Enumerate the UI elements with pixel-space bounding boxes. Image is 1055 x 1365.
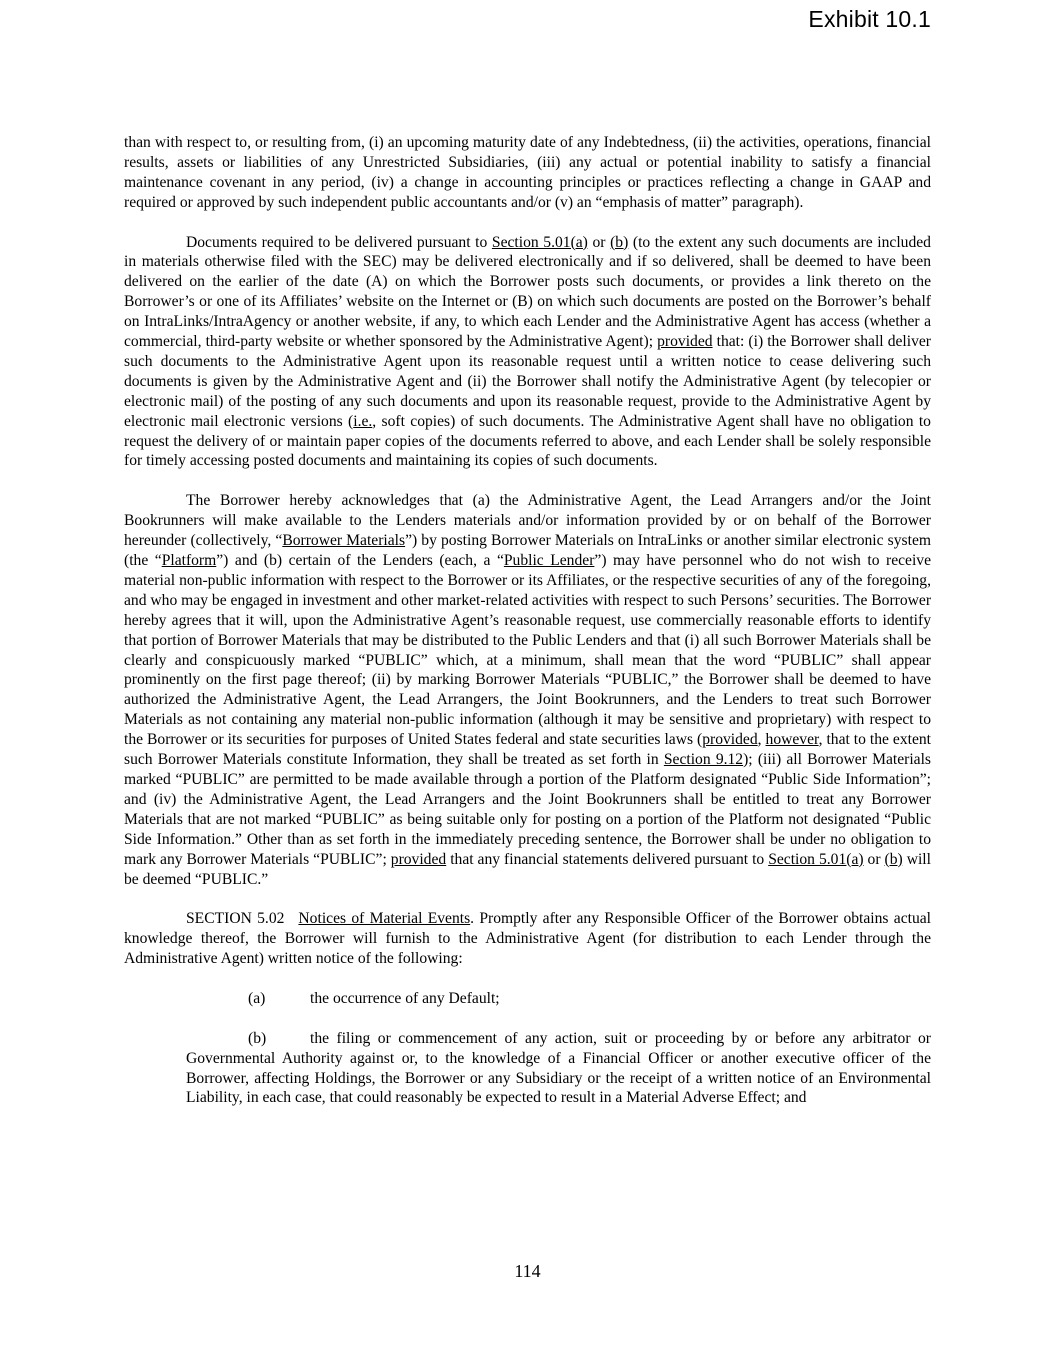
list-item bbox=[186, 989, 931, 1009]
document-body bbox=[124, 133, 931, 1108]
section-5-01b-reference[interactable]: (b) bbox=[884, 850, 903, 868]
provided-term: provided bbox=[702, 731, 758, 749]
paragraph-continuation: than with respect to, or resulting from, (i) an upcoming maturity date of any Indebtedness, (ii) the activities, operations, financial results, assets or liabilities of any Unrestricted Subsidiaries, (iii) any actual or potential inability to satisfy a financial maintenance covenant in any period, (iv) a change in accounting principles or practices reflecting a change in GAAP and required or approved by such independent public accountants and/or (v) an “emphasis of matter” paragraph). bbox=[124, 134, 931, 211]
section-5-01a-reference[interactable]: Section 5.01(a) bbox=[491, 233, 588, 251]
public-lender-term: Public Lender bbox=[503, 552, 595, 569]
list-item-text: the filing or commencement of any action, suit or proceeding by or before any arbitrator or Governmental Authority against or, to the knowledge of a Financial Officer or another executive officer of the Borrower, affecting Holdings, the Borrower or any Subsidiary or the receipt of a written notice of an Environmental Liability, in each case, that could reasonably be expected to result in a Material Adverse Effect; and bbox=[186, 1029, 931, 1107]
list-item-label: (a) bbox=[248, 989, 266, 1007]
section-title: Notices of Material Events bbox=[298, 910, 471, 928]
ie-term: i.e. bbox=[353, 412, 373, 430]
paragraph-electronic-delivery: Documents required to be delivered pursuant to Section 5.01(a) or (b) (to the extent any such documents are included in materials otherwise filed with the SEC) may be delivered electronically and if so delivered, shall be deemed to have been delivered on the earlier of the date (A) on which the Borrower posts such documents, or provides a link thereto on the Borrower’s or one of its Affiliates’ website on the Internet or (B) on which such documents are posted on the Borrower’s behalf on IntraLinks/IntraAgency or another website, if any, to which each Lender and the Administrative Agent has access (whether a commercial, third-party website or whether sponsored by the Administrative Agent); provided that: (i) the Borrower shall deliver such documents to the Administrative Agent upon its reasonable request until a written notice to cease delivering such documents is given by the Administrative Agent and (ii) the Borrower shall notify the Administrative Agent (by telecopier or electronic mail) of the posting of any such documents and upon its reasonable request, provide to the Administrative Agent by electronic mail electronic versions (i.e., soft copies) of such documents. The Administrative Agent shall have no obligation to request the delivery of or maintain paper copies of the documents referred to above, and each Lender shall be solely responsible for timely accessing posted documents and maintaining its copies of such documents. bbox=[124, 233, 931, 470]
paragraph-borrower-materials: The Borrower hereby acknowledges that (a) the Administrative Agent, the Lead Arrangers and/or the Joint Bookrunners will make available to the Lenders materials and/or information provided by or on behalf of the Borrower hereunder (collectively, “Borrower Materials”) by posting Borrower Materials on IntraLinks or another similar electronic system (the “Platform”) and (b) certain of the Lenders (each, a “Public Lender”) may have personnel who do not wish to receive material non-public information with respect to the Borrower or its Affiliates, or the respective securities of any of the foregoing, and who may be engaged in investment and other market-related activities with respect to such Persons’ securities. The Borrower hereby agrees that it will, upon the Administrative Agent’s reasonable request, use commercially reasonable efforts to identify that portion of Borrower Materials that may be distributed to the Public Lenders and that (i) all such Borrower Materials shall be clearly and conspicuously marked “PUBLIC” which, at a minimum, shall mean that the word “PUBLIC” shall appear prominently on the first page thereof; (ii) by marking Borrower Materials “PUBLIC,” the Borrower shall be deemed to have authorized the Administrative Agent, the Lead Arrangers, the Joint Bookrunners, and the Lenders to treat such Borrower Materials as not containing any material non-public information (although it may be sensitive and proprietary) with respect to the Borrower or its securities for purposes of United States federal and state securities laws (provided, however, that to the extent such Borrower Materials constitute Information, they shall be treated as set forth in Section 9.12); (iii) all Borrower Materials marked “PUBLIC” are permitted to be made available through a portion of the Platform designated “Public Side Information”; and (iv) the Administrative Agent, the Lead Arrangers and the Joint Bookrunners shall be entitled to treat any Borrower Materials that are not marked “PUBLIC” as being suitable only for posting on a portion of the Platform not designated “Public Side Information.” Other than as set forth in the immediately preceding sentence, the Borrower shall be under no obligation to mark any Borrower Materials “PUBLIC”; provided that any financial statements delivered pursuant to Section 5.01(a) or (b) will be deemed “PUBLIC.” bbox=[124, 492, 932, 888]
page-number: 114 bbox=[514, 1261, 541, 1281]
exhibit-label: Exhibit 10.1 bbox=[808, 6, 931, 32]
list-item bbox=[186, 1029, 931, 1109]
section-5-01b-reference[interactable]: (b) bbox=[610, 233, 629, 251]
provided-term: provided bbox=[390, 850, 447, 868]
list-item-label: (b) bbox=[248, 1029, 267, 1047]
section-5-01a-reference[interactable]: Section 5.01(a) bbox=[768, 850, 864, 868]
section-9-12-reference[interactable]: Section 9.12 bbox=[663, 751, 744, 769]
section-number: SECTION 5.02 bbox=[186, 910, 285, 928]
borrower-materials-term: Borrower Materials bbox=[282, 532, 406, 550]
platform-term: Platform bbox=[161, 552, 217, 569]
list-item-text: the occurrence of any Default; bbox=[310, 989, 500, 1007]
provided-term: provided bbox=[657, 333, 713, 351]
section-5-02-paragraph: SECTION 5.02 Notices of Material Events. Promptly after any Responsible Officer of the Borrower obtains actual knowledge thereof, the Borrower will furnish to the Administrative Agent (for distribution to each Lender through the Administrative Agent) written notice of the following: bbox=[124, 910, 932, 968]
however-term: however bbox=[765, 731, 819, 749]
